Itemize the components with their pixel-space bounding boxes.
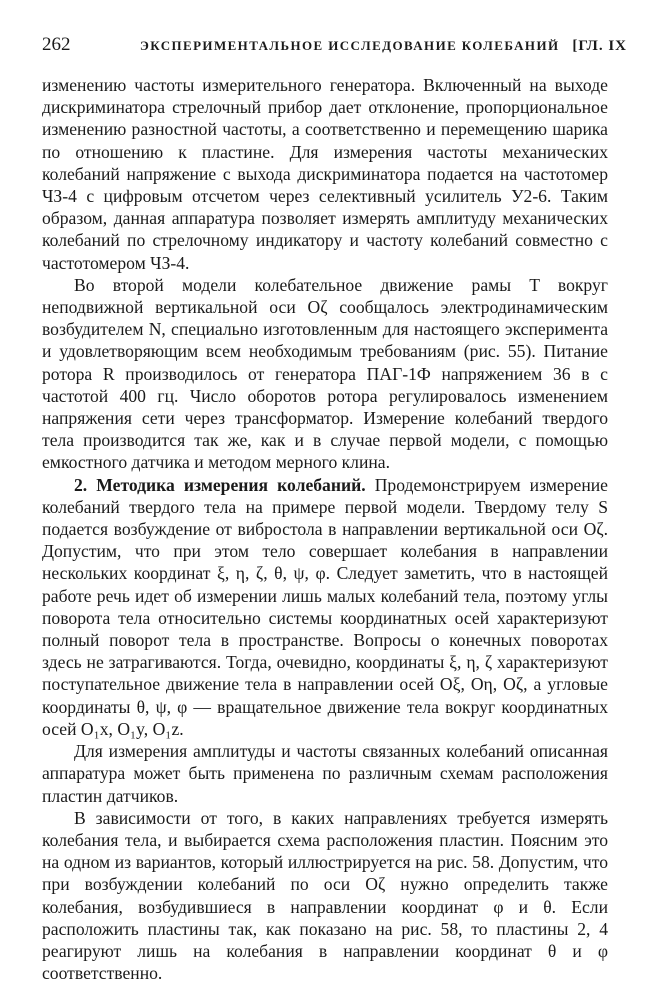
paragraph-5: В зависимости от того, в каких направлениях требуется измерять колебания тела, и выбирается схема расположения пластин. Поясним это на одном из вариантов, который иллюстрируется на рис. 58. Допустим, что при возбуждении колебаний по оси Oζ нужно определить также колебания, возбудившиеся в направлении координат φ и θ. Если расположить пластины так, как показано на рис. 58, то пластины 2, 4 реагируют лишь на колебания в направлении координат θ и φ соответственно. (42, 807, 608, 984)
paragraph-3 (42, 474, 608, 740)
section-heading: 2. Методика измерения колебаний. (74, 474, 366, 495)
paragraph-4: Для измерения амплитуды и частоты связанных колебаний описанная аппаратура может быть применена по различным схемам расположения пластин датчиков. (42, 741, 608, 806)
paragraph-3-text: Продемонстрируем измерение колебаний твердого тела на примере первой модели. Твердому телу S подается возбуждение от вибростола в направлении вертикальной оси Oζ. Допустим, что при этом тело совершает колебания в направлении нескольких координат ξ, η, ζ, θ, ψ, φ. Следует заметить, что в настоящей работе речь идет об измерении лишь малых колебаний тела, поэтому углы поворота тела относительно системы координатных осей характеризуют полный поворот тела в пространстве. Вопросы о конечных поворотах здесь не затрагиваются. Тогда, очевидно, координаты ξ, η, ζ характеризуют поступательное движение тела в направлении осей Oξ, Oη, Oζ, а угловые координаты θ, ψ, φ — вращательное движение тела вокруг координатных осей O₁x, O₁y, O₁z. (42, 474, 608, 739)
page-body (42, 74, 608, 984)
running-header (42, 34, 627, 60)
running-title: ЭКСПЕРИМЕНТАЛЬНОЕ ИССЛЕДОВАНИЕ КОЛЕБАНИЙ (140, 38, 560, 53)
chapter-reference: [ГЛ. IX (572, 38, 627, 54)
paragraph-2: Во второй модели колебательное движение рамы T вокруг неподвижной вертикальной оси Oζ сообщалось электродинамическим возбудителем N, специально изготовленным для настоящего эксперимента и удовлетворяющим всем необходимым требованиям (рис. 55). Питание ротора R производилось от генератора ПАГ-1Ф напряжением 36 в с частотой 400 гц. Число оборотов ротора регулировалось изменением напряжения сети через трансформатор. Измерение колебаний твердого тела производится так же, как и в случае первой модели, с помощью емкостного датчика и методом мерного клина. (42, 274, 608, 473)
paragraph-1: изменению частоты измерительного генератора. Включенный на выходе дискриминатора стрелочный прибор дает отклонение, пропорциональное изменению разностной частоты, а соответственно и перемещению шарика по отношению к пластине. Для измерения частоты механических колебаний напряжение с выхода дискриминатора подается на частотомер ЧЗ-4 с цифровым отсчетом через селективный усилитель У2-6. Таким образом, данная аппаратура позволяет измерять амплитуду механических колебаний по стрелочному индикатору и частоту колебаний совместно с частотомером ЧЗ-4. (42, 75, 608, 273)
page-number: 262 (42, 34, 71, 55)
